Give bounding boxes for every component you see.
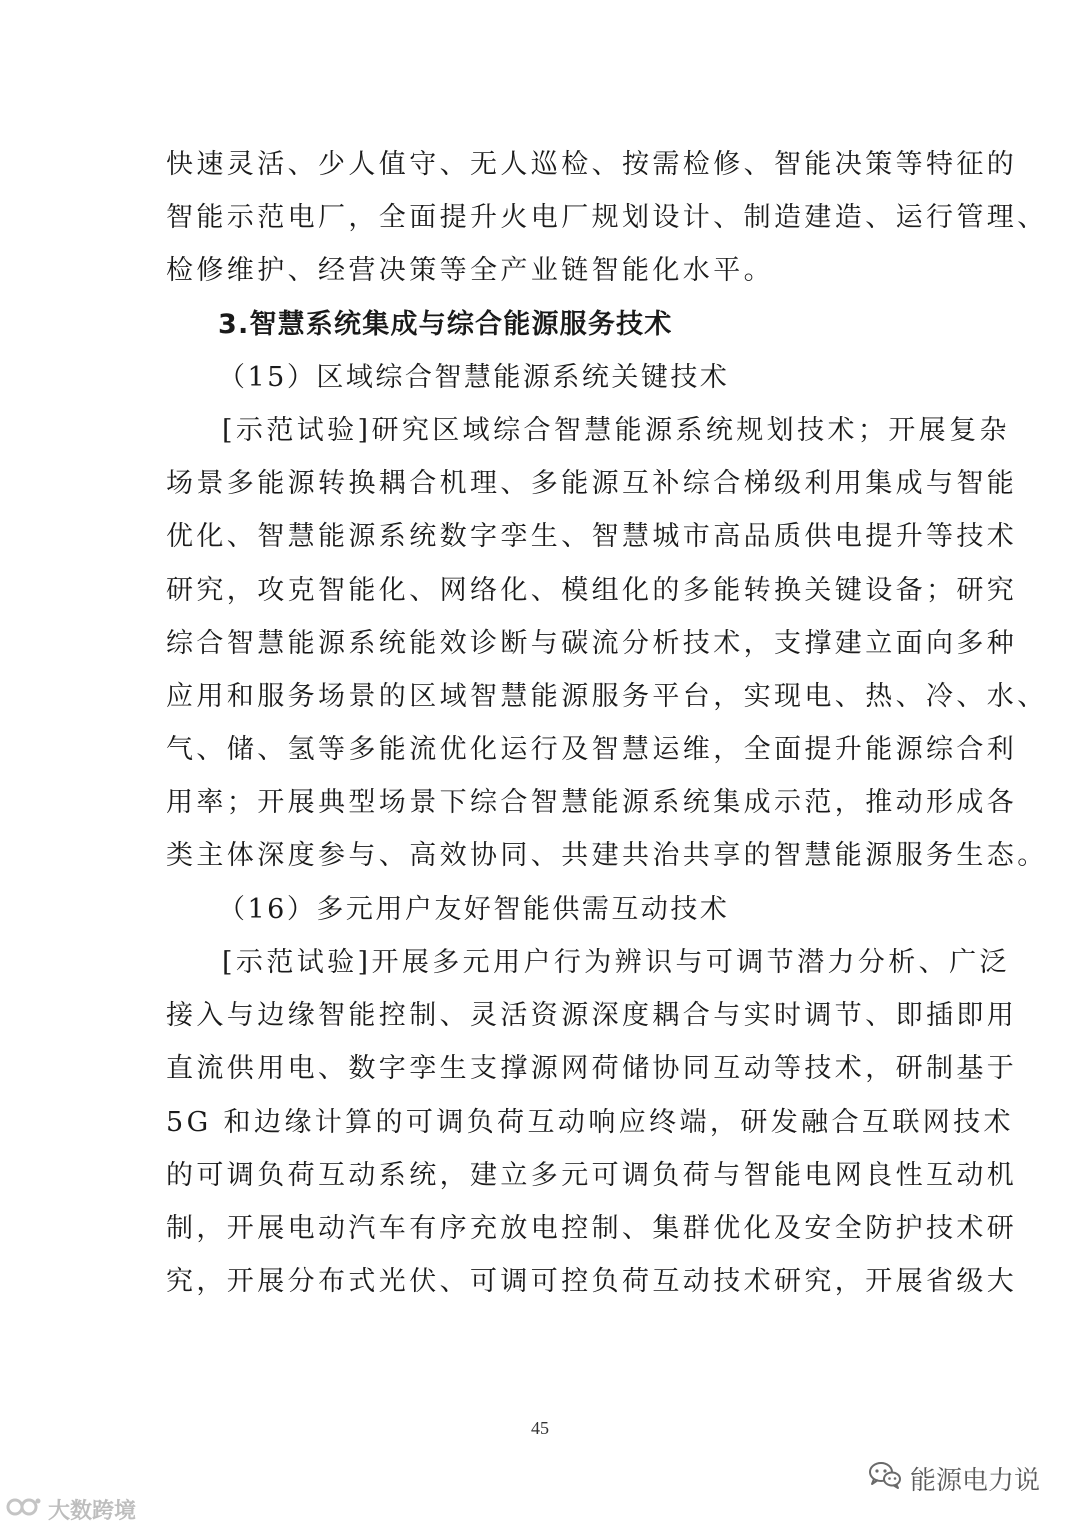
wechat-account-name: 能源电力说 bbox=[909, 1466, 1040, 1496]
body-line: 检修维护、经营决策等全产业链智能化水平。 bbox=[166, 255, 774, 286]
body-line: 用率；开展典型场景下综合智慧能源系统集成示范，推动形成各 bbox=[166, 787, 1018, 818]
body-line: 气、储、氢等多能流优化运行及智慧运维，全面提升能源综合利 bbox=[166, 734, 1018, 765]
brand-logo-icon bbox=[6, 1495, 42, 1525]
body-line: [示范试验]研究区域综合智慧能源系统规划技术；开展复杂 bbox=[222, 415, 1010, 446]
body-line: 智能示范电厂，全面提升火电厂规划设计、制造建造、运行管理、 bbox=[166, 202, 1048, 233]
section-heading: 3.智慧系统集成与综合能源服务技术 bbox=[218, 309, 673, 340]
body-line: 的可调负荷互动系统，建立多元可调负荷与智能电网良性互动机 bbox=[166, 1160, 1018, 1191]
body-line: 制，开展电动汽车有序充放电控制、集群优化及安全防护技术研 bbox=[166, 1213, 1018, 1244]
subsection-heading-16: （16）多元用户友好智能供需互动技术 bbox=[218, 894, 730, 925]
body-line: 究，开展分布式光伏、可调可控负荷互动技术研究，开展省级大 bbox=[166, 1266, 1018, 1297]
body-line: 快速灵活、少人值守、无人巡检、按需检修、智能决策等特征的 bbox=[166, 149, 1018, 180]
body-line: 综合智慧能源系统能效诊断与碳流分析技术，支撑建立面向多种 bbox=[166, 628, 1018, 659]
brand-watermark bbox=[6, 1494, 136, 1525]
body-line: 5G 和边缘计算的可调负荷互动响应终端，研发融合互联网技术 bbox=[166, 1107, 1014, 1138]
body-line: 优化、智慧能源系统数字孪生、智慧城市高品质供电提升等技术 bbox=[166, 521, 1018, 552]
page-number: 45 bbox=[531, 1418, 549, 1438]
body-line: 接入与边缘智能控制、灵活资源深度耦合与实时调节、即插即用 bbox=[166, 1000, 1018, 1031]
wechat-icon bbox=[868, 1460, 902, 1497]
body-line: 直流供用电、数字孪生支撑源网荷储协同互动等技术，研制基于 bbox=[166, 1053, 1018, 1084]
body-line: 类主体深度参与、高效协同、共建共治共享的智慧能源服务生态。 bbox=[166, 840, 1048, 871]
body-line: 应用和服务场景的区域智慧能源服务平台，实现电、热、冷、水、 bbox=[166, 681, 1048, 712]
wechat-watermark bbox=[868, 1460, 1040, 1497]
body-line: 研究，攻克智能化、网络化、模组化的多能转换关键设备；研究 bbox=[166, 575, 1018, 606]
subsection-heading-15: （15）区域综合智慧能源系统关键技术 bbox=[218, 362, 730, 393]
body-line: [示范试验]开展多元用户行为辨识与可调节潜力分析、广泛 bbox=[222, 947, 1010, 978]
body-line: 场景多能源转换耦合机理、多能源互补综合梯级利用集成与智能 bbox=[166, 468, 1018, 499]
brand-name: 大数跨境 bbox=[48, 1499, 137, 1524]
